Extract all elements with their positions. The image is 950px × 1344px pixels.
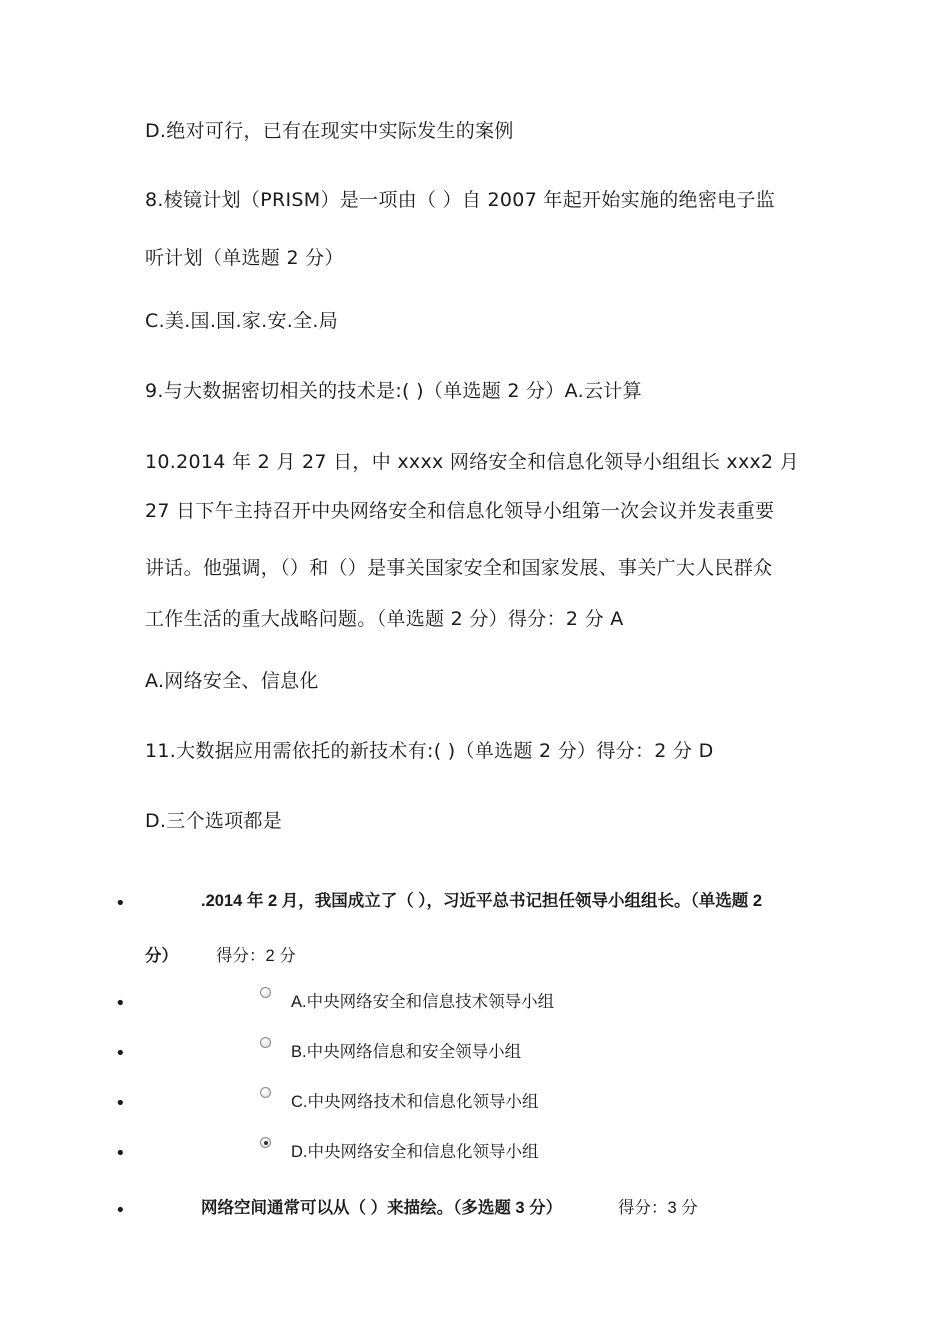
option-c-radio[interactable]	[260, 1087, 271, 1098]
question-8-answer: C.美.国.国.家.安.全.局	[145, 310, 339, 332]
option-b-radio[interactable]	[260, 1037, 271, 1048]
bullet: •	[115, 1200, 126, 1221]
text-line-1: D.绝对可行，已有在现实中实际发生的案例	[145, 120, 514, 142]
bullet: •	[115, 1143, 126, 1164]
question-11: 11.大数据应用需依托的新技术有:( )（单选题 2 分）得分：2 分 D	[145, 740, 714, 762]
option-b-label[interactable]: B.中央网络信息和安全领导小组	[291, 1043, 522, 1061]
question-11-answer: D.三个选项都是	[145, 810, 283, 832]
option-a-label[interactable]: A.中央网络安全和信息技术领导小组	[291, 993, 555, 1011]
option-a-radio[interactable]	[260, 987, 271, 998]
question-13-score: 得分：3 分	[618, 1199, 698, 1217]
question-9: 9.与大数据密切相关的技术是:( )（单选题 2 分）A.云计算	[145, 380, 642, 402]
bullet: •	[115, 893, 126, 914]
question-10-answer: A.网络安全、信息化	[145, 670, 319, 692]
question-10-line-2: 27 日下午主持召开中央网络安全和信息化领导小组第一次会议并发表重要	[145, 500, 775, 522]
question-10-line-4: 工作生活的重大战略问题。（单选题 2 分）得分：2 分 A	[145, 608, 624, 630]
question-10-line-3: 讲话。他强调，（）和（）是事关国家安全和国家发展、事关广大人民群众	[145, 557, 773, 579]
question-8-line-1: 8.棱镜计划（PRISM）是一项由（ ）自 2007 年起开始实施的绝密电子监	[145, 189, 776, 211]
question-13-text: 网络空间通常可以从（ ）来描绘。（多选题 3 分）	[201, 1199, 563, 1217]
question-12-text-line-1: .2014 年 2 月，我国成立了（ ），习近平总书记担任领导小组组长。（单选题 2	[201, 892, 763, 910]
bullet: •	[115, 1093, 126, 1114]
question-12-score: 得分：2 分	[216, 947, 296, 965]
bullet: •	[115, 993, 126, 1014]
question-12-text-line-2: 分）	[145, 947, 178, 965]
option-c-label[interactable]: C.中央网络技术和信息化领导小组	[291, 1093, 539, 1111]
question-10-line-1: 10.2014 年 2 月 27 日，中 xxxx 网络安全和信息化领导小组组长 xxx2 月	[145, 451, 800, 473]
option-d-label[interactable]: D.中央网络安全和信息化领导小组	[291, 1143, 539, 1161]
bullet: •	[115, 1043, 126, 1064]
question-8-line-2: 听计划（单选题 2 分）	[145, 247, 344, 269]
option-d-radio[interactable]	[260, 1137, 271, 1148]
